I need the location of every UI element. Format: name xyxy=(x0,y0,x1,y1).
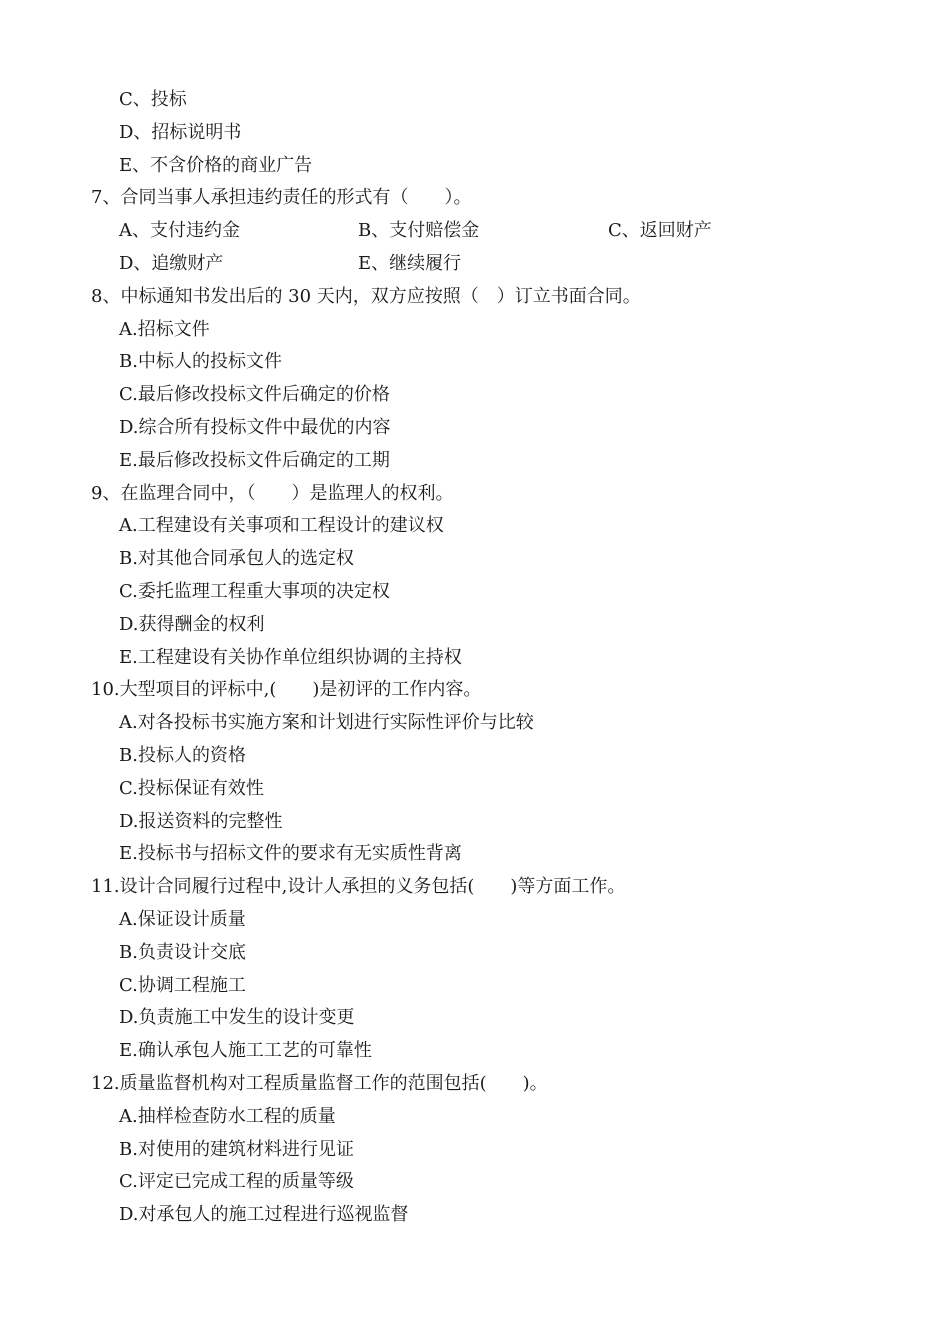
question-text: 11.设计合同履行过程中,设计人承担的义务包括( )等方面工作。 xyxy=(91,876,626,898)
option-item: D.获得酬金的权利 xyxy=(119,613,265,635)
option-item: C.最后修改投标文件后确定的价格 xyxy=(119,384,390,406)
option-item: B.对使用的建筑材料进行见证 xyxy=(119,1138,354,1160)
option-item: A、支付违约金 xyxy=(119,220,240,242)
option-item: C.投标保证有效性 xyxy=(119,777,264,799)
question-text: 8、中标通知书发出后的 30 天内，双方应按照（ ）订立书面合同。 xyxy=(91,285,641,307)
option-item: B、支付赔偿金 xyxy=(358,220,480,242)
option-item: E.确认承包人施工工艺的可靠性 xyxy=(119,1040,372,1062)
option-item: E、不含价格的商业广告 xyxy=(119,154,313,176)
option-item: A.工程建设有关事项和工程设计的建议权 xyxy=(119,515,444,537)
question-text: 10.大型项目的评标中,( )是初评的工作内容。 xyxy=(91,679,482,701)
option-item: E.最后修改投标文件后确定的工期 xyxy=(119,449,390,471)
option-item: A.对各投标书实施方案和计划进行实际性评价与比较 xyxy=(119,712,534,734)
question-text: 12.质量监督机构对工程质量监督工作的范围包括( )。 xyxy=(91,1072,548,1094)
question-text: 7、合同当事人承担违约责任的形式有（ ）。 xyxy=(91,187,472,209)
option-item: A.保证设计质量 xyxy=(119,908,246,930)
option-item: B.中标人的投标文件 xyxy=(119,351,282,373)
option-item: E.工程建设有关协作单位组织协调的主持权 xyxy=(119,646,462,668)
option-item: C.协调工程施工 xyxy=(119,974,246,996)
option-item: B.投标人的资格 xyxy=(119,744,246,766)
option-item: D.对承包人的施工过程进行巡视监督 xyxy=(119,1204,409,1226)
option-row xyxy=(0,215,950,248)
option-item: D.综合所有投标文件中最优的内容 xyxy=(119,416,391,438)
option-item: C.委托监理工程重大事项的决定权 xyxy=(119,580,390,602)
question-text: 9、在监理合同中，（ ）是监理人的权利。 xyxy=(91,482,454,504)
option-row xyxy=(0,248,950,281)
option-item: D、招标说明书 xyxy=(119,121,242,143)
option-item: C、返回财产 xyxy=(608,220,712,242)
option-item: B.负责设计交底 xyxy=(119,941,246,963)
document-page xyxy=(0,84,950,1232)
option-item: C、投标 xyxy=(119,89,187,110)
option-item: D、追缴财产 xyxy=(119,252,224,274)
option-item: E.投标书与招标文件的要求有无实质性背离 xyxy=(119,843,462,865)
option-item: C.评定已完成工程的质量等级 xyxy=(119,1171,354,1193)
option-item: B.对其他合同承包人的选定权 xyxy=(119,548,354,570)
option-item: D.负责施工中发生的设计变更 xyxy=(119,1007,355,1029)
option-item: E、继续履行 xyxy=(358,252,462,274)
option-item: A.招标文件 xyxy=(119,318,210,340)
option-item: A.抽样检查防水工程的质量 xyxy=(119,1105,336,1127)
option-item: D.报送资料的完整性 xyxy=(119,810,283,832)
